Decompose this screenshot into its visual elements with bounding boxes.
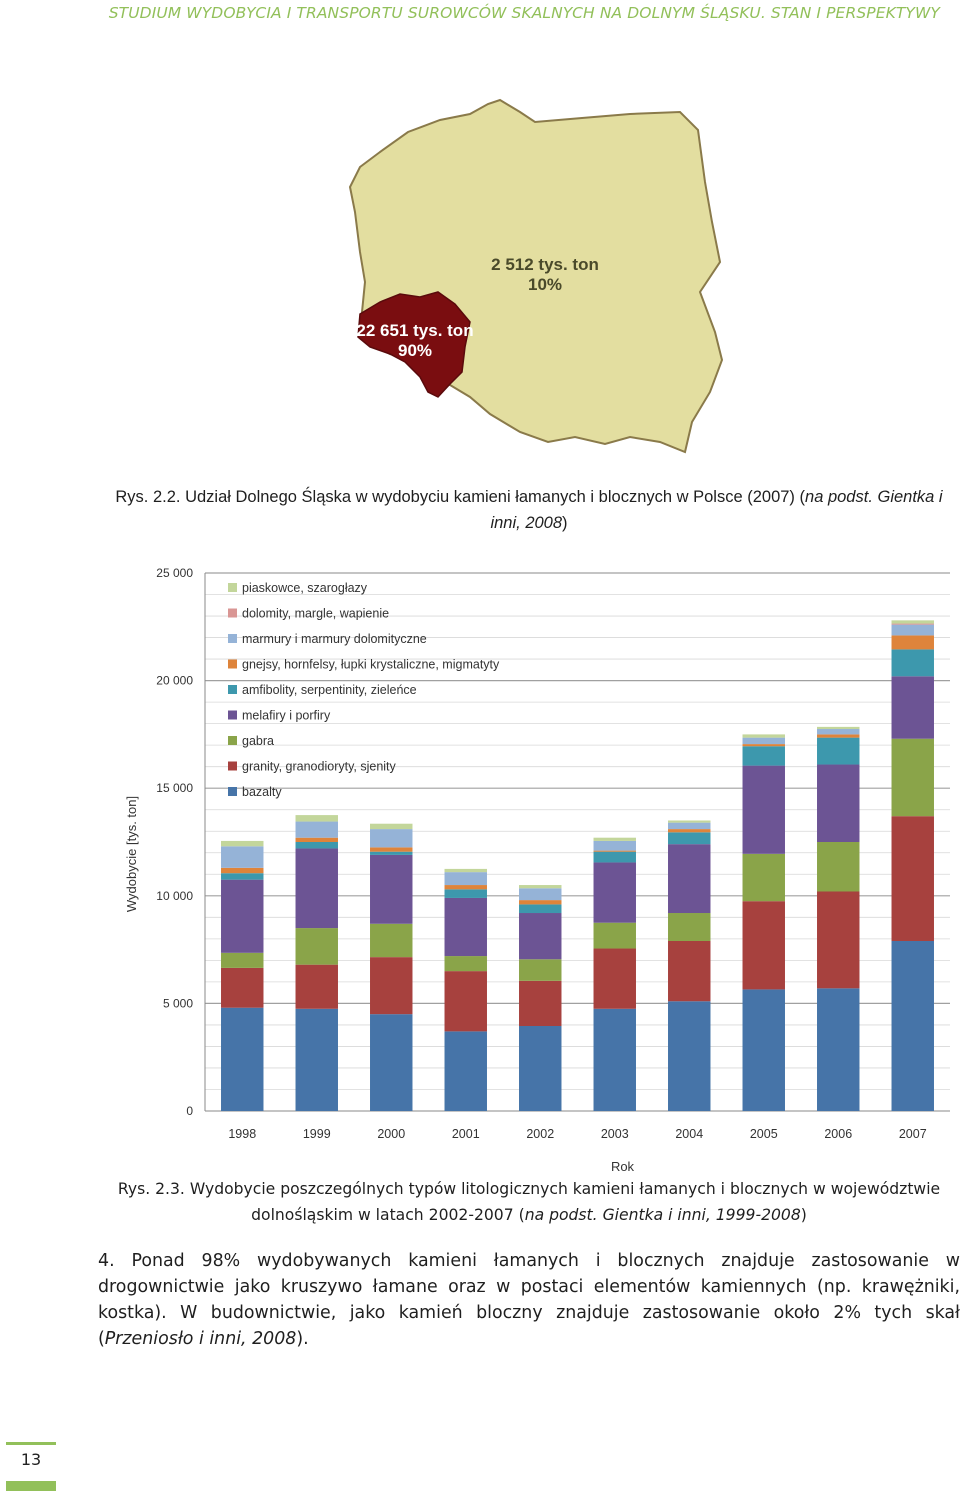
bar-segment <box>519 900 561 904</box>
x-tick-label: 2001 <box>451 1127 480 1141</box>
bar-segment <box>370 1014 412 1111</box>
legend-swatch <box>228 736 237 745</box>
bar-segment <box>370 957 412 1014</box>
page-number: 13 <box>20 1450 42 1469</box>
bar-segment <box>296 822 338 838</box>
bar-segment <box>668 829 710 832</box>
bar-segment <box>221 1008 263 1111</box>
x-tick-label: 2002 <box>526 1127 555 1141</box>
paragraph-main-text: 4. Ponad 98% wydobywanych kamieni łamanych i blocznych znajduje zastosowanie w drogownictwie jako kruszywo łamane oraz w postaci elementów kamiennych (np. krawężniki, kostka). W budownictwie, jako kamień bloczny znajduje zastosowanie około 2% tych skał ( <box>98 1251 960 1349</box>
bar-segment <box>445 889 487 898</box>
x-tick-label: 2007 <box>898 1127 927 1141</box>
bar-segment <box>743 734 785 737</box>
bar-segment <box>445 872 487 885</box>
y-tick-label: 20 000 <box>156 673 193 688</box>
caption-2-3-suffix: ) <box>800 1206 807 1224</box>
bar-segment <box>817 727 859 729</box>
legend-label: gnejsy, hornfelsy, łupki krystaliczne, migmatyty <box>242 657 500 672</box>
bar-segment <box>370 829 412 847</box>
bar-segment <box>668 823 710 829</box>
bar-segment <box>892 739 934 816</box>
figure-caption-2-3 <box>98 1176 960 1228</box>
body-paragraph <box>98 1248 960 1352</box>
bar-segment <box>519 913 561 959</box>
bar-segment <box>296 842 338 848</box>
legend-swatch <box>228 787 237 796</box>
legend-swatch <box>228 609 237 618</box>
bar-segment <box>445 971 487 1031</box>
bar-segment <box>296 965 338 1009</box>
bar-segment <box>221 968 263 1008</box>
caption-2-2-italic-1: na podst. Gientka i <box>805 488 943 506</box>
bar-segment <box>445 869 487 872</box>
bar-segment <box>892 649 934 676</box>
production-chart-svg <box>110 555 960 1175</box>
bar-segment <box>296 1009 338 1111</box>
legend-label: piaskowce, szarogłazy <box>242 581 368 595</box>
bar-segment <box>445 1031 487 1111</box>
bar-segment <box>594 923 636 949</box>
bar-segment <box>296 928 338 965</box>
bar-segment <box>817 842 859 891</box>
bar-segment <box>892 635 934 649</box>
bar-segment <box>296 815 338 821</box>
page-number-bar <box>6 1481 56 1491</box>
y-tick-label: 10 000 <box>156 888 193 903</box>
x-tick-label: 1998 <box>228 1127 257 1141</box>
x-tick-label: 1999 <box>302 1127 331 1141</box>
bar-segment <box>370 824 412 829</box>
bar-segment <box>743 738 785 744</box>
legend-label: dolomity, margle, wapienie <box>242 606 390 621</box>
legend-swatch <box>228 660 237 669</box>
bar-segment <box>221 880 263 953</box>
legend-swatch <box>228 634 237 643</box>
bar-segment <box>445 898 487 956</box>
bar-segment <box>594 852 636 863</box>
bar-segment <box>668 1001 710 1111</box>
region-value-label: 22 651 tys. ton <box>356 321 474 340</box>
legend-swatch <box>228 711 237 720</box>
x-tick-label: 2005 <box>749 1127 778 1141</box>
bar-segment <box>221 846 263 868</box>
legend-swatch <box>228 762 237 771</box>
bar-segment <box>743 989 785 1111</box>
legend-label: melafiry i porfiry <box>242 708 331 723</box>
region-share-label: 90% <box>397 341 433 360</box>
caption-2-3-italic: na podst. Gientka i inni, 1999-2008 <box>524 1206 801 1224</box>
bar-segment <box>817 738 859 765</box>
figure-caption-2-2 <box>98 484 960 536</box>
x-tick-label: 2003 <box>600 1127 629 1141</box>
bar-segment <box>817 729 859 734</box>
bar-segment <box>221 868 263 873</box>
bar-segment <box>743 901 785 989</box>
bar-segment <box>296 848 338 928</box>
page-number-rule <box>6 1442 56 1445</box>
poland-value-label: 2 512 tys. ton <box>491 255 599 274</box>
bar-segment <box>892 676 934 738</box>
y-tick-label: 15 000 <box>156 781 193 796</box>
bar-segment <box>370 924 412 957</box>
bar-segment <box>221 953 263 968</box>
caption-2-2-suffix: ) <box>562 514 568 532</box>
bar-segment <box>519 981 561 1026</box>
paragraph-citation: Przeniosło i inni, 2008 <box>104 1329 297 1349</box>
bar-segment <box>743 854 785 901</box>
bar-segment <box>296 838 338 842</box>
legend-label: amfibolity, serpentinity, zieleńce <box>242 683 417 697</box>
bar-segment <box>445 956 487 971</box>
bar-segment <box>743 744 785 746</box>
bar-segment <box>892 624 934 625</box>
paragraph-end: ). <box>296 1329 309 1349</box>
bar-segment <box>817 988 859 1111</box>
bar-segment <box>221 873 263 879</box>
x-tick-label: 2004 <box>675 1127 704 1141</box>
bar-segment <box>892 625 934 636</box>
caption-2-2-italic-2: inni, 2008 <box>490 514 563 532</box>
bar-segment <box>668 941 710 1001</box>
bar-segment <box>221 841 263 846</box>
bar-segment <box>594 838 636 841</box>
bar-segment <box>594 862 636 922</box>
bar-segment <box>519 904 561 913</box>
y-tick-label: 25 000 <box>156 566 193 580</box>
bar-segment <box>668 844 710 913</box>
y-axis-title: Wydobycie [tys. ton] <box>124 795 139 913</box>
bar-segment <box>594 841 636 851</box>
x-tick-label: 2000 <box>377 1127 406 1141</box>
bar-segment <box>743 766 785 854</box>
y-tick-label: 5 000 <box>162 996 193 1011</box>
bar-segment <box>370 852 412 855</box>
legend-swatch <box>228 685 237 694</box>
bar-segment <box>594 851 636 852</box>
x-tick-label: 2006 <box>824 1127 853 1141</box>
bar-segment <box>743 746 785 765</box>
bar-segment <box>519 885 561 888</box>
running-header: STUDIUM WYDOBYCIA I TRANSPORTU SUROWCÓW SKALNYCH NA DOLNYM ŚLĄSKU. STAN I PERSPEKTYWY <box>108 4 940 22</box>
bar-segment <box>892 941 934 1111</box>
bar-segment <box>445 885 487 889</box>
x-axis-title: Rok <box>610 1159 635 1174</box>
legend-label: granity, granodioryty, sjenity <box>242 759 396 774</box>
production-chart <box>110 555 960 1175</box>
legend-label: marmury i marmury dolomityczne <box>242 632 427 646</box>
bar-segment <box>817 734 859 737</box>
poland-share-label: 10% <box>527 275 563 294</box>
legend-label: gabra <box>242 734 274 748</box>
bar-segment <box>668 820 710 822</box>
legend-swatch <box>228 583 237 592</box>
bar-segment <box>817 765 859 842</box>
caption-2-3-prefix: dolnośląskim w latach 2002-2007 ( <box>251 1206 525 1224</box>
bar-segment <box>668 913 710 941</box>
bar-segment <box>519 1026 561 1111</box>
caption-2-2-prefix: Rys. 2.2. Udział Dolnego Śląska w wydobyciu kamieni łamanych i blocznych w Polsce (2007) ( <box>115 488 806 506</box>
y-tick-label: 0 <box>186 1104 193 1118</box>
poland-map <box>320 92 740 462</box>
bar-segment <box>668 832 710 844</box>
poland-map-svg <box>320 92 740 462</box>
legend-label: bazalty <box>242 785 282 799</box>
bar-segment <box>594 1009 636 1111</box>
bar-segment <box>892 816 934 941</box>
bar-segment <box>594 949 636 1009</box>
bar-segment <box>370 855 412 924</box>
caption-2-3-line1: Rys. 2.3. Wydobycie poszczególnych typów litologicznych kamieni łamanych i blocznych w województwie <box>117 1180 941 1198</box>
bar-segment <box>370 847 412 851</box>
bar-segment <box>817 891 859 988</box>
bar-segment <box>892 620 934 623</box>
bar-segment <box>519 959 561 981</box>
bar-segment <box>519 888 561 900</box>
